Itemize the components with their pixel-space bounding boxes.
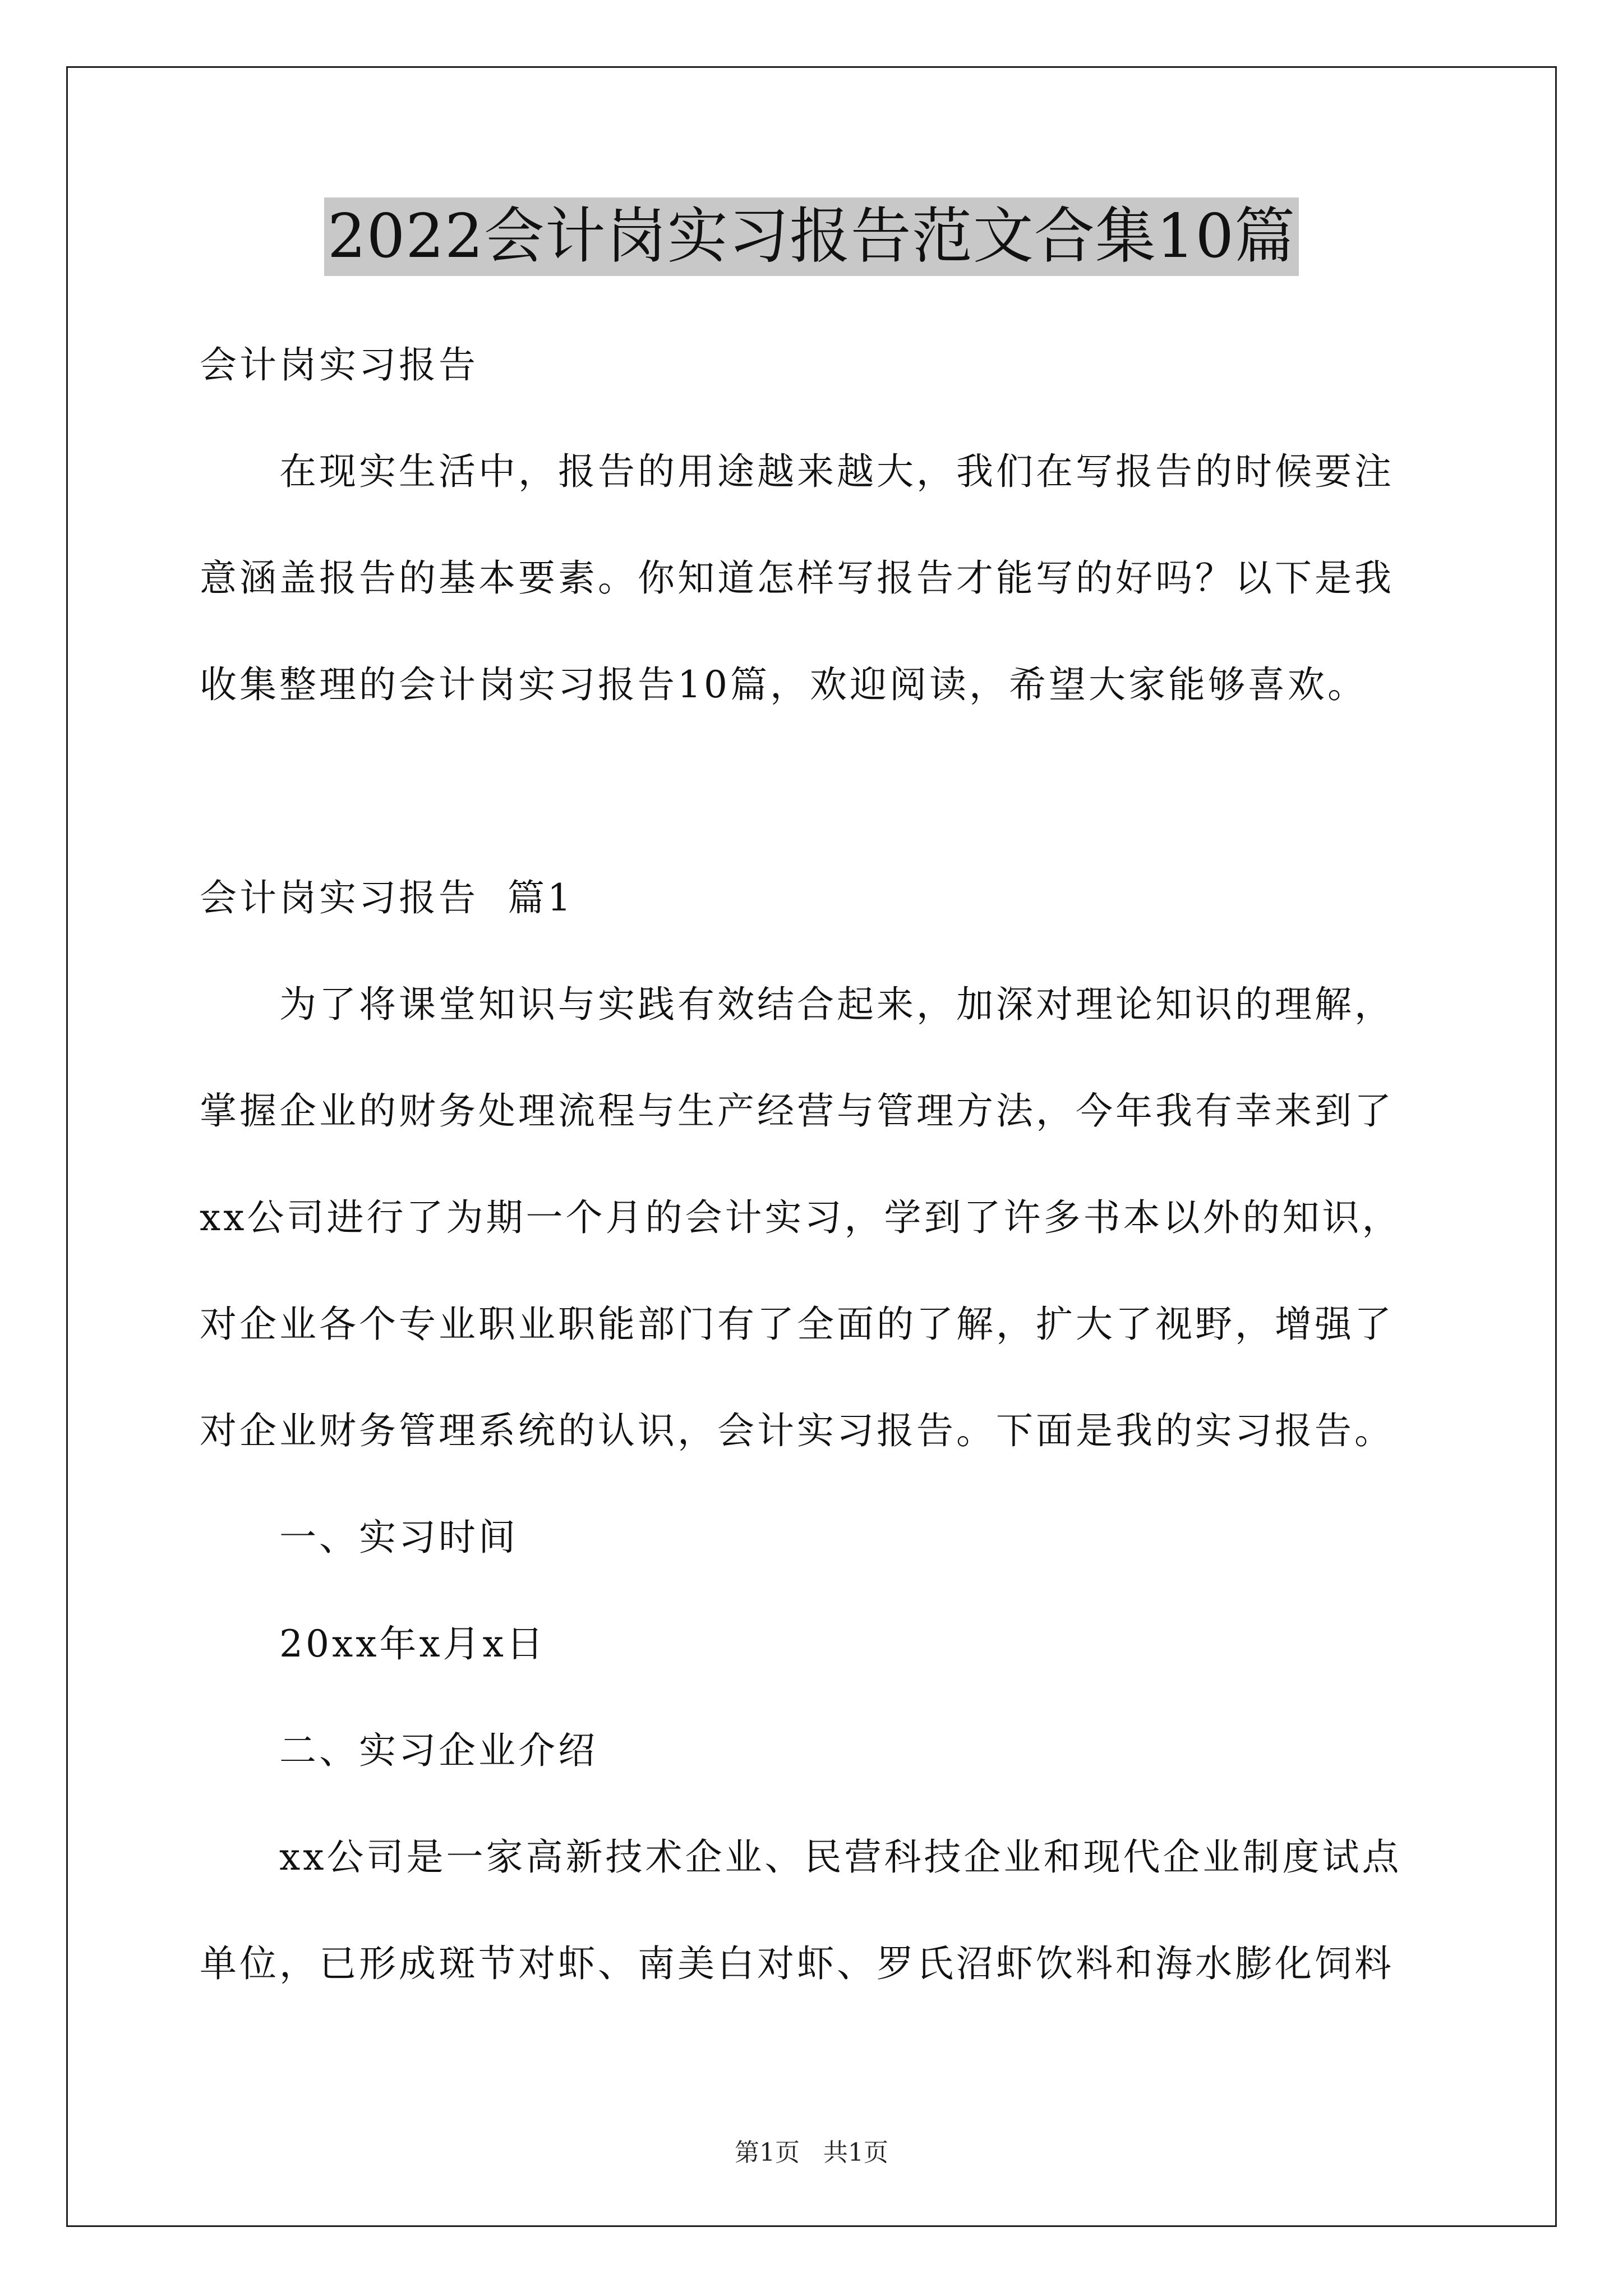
- item-1-heading: 一、实习时间: [279, 1516, 518, 1559]
- page-footer: 第1页 共1页: [735, 2138, 888, 2167]
- intro-line-2: 意涵盖报告的基本要素。你知道怎样写报告才能写的好吗？以下是我: [200, 556, 1394, 600]
- section-heading: 会计岗实习报告: [200, 343, 478, 386]
- paragraph-2-line-1: xx公司是一家高新技术企业、民营科技企业和现代企业制度试点: [279, 1835, 1402, 1879]
- chapter-heading: 会计岗实习报告 篇1: [200, 876, 574, 919]
- item-1-value: 20xx年x月x日: [279, 1622, 546, 1665]
- document-title: 2022会计岗实习报告范文合集10篇: [324, 197, 1299, 276]
- paragraph-1-line-5: 对企业财务管理系统的认识，会计实习报告。下面是我的实习报告。: [200, 1409, 1394, 1452]
- title-wrap: [0, 197, 1623, 276]
- paragraph-1-line-4: 对企业各个专业职业职能部门有了全面的了解，扩大了视野，增强了: [200, 1303, 1394, 1346]
- paragraph-1-line-1: 为了将课堂知识与实践有效结合起来，加深对理论知识的理解，: [279, 983, 1394, 1026]
- paragraph-1-line-2: 掌握企业的财务处理流程与生产经营与管理方法，今年我有幸来到了: [200, 1089, 1394, 1133]
- item-2-heading: 二、实习企业介绍: [279, 1729, 598, 1772]
- document-body: [200, 312, 1450, 2017]
- spacer: [200, 738, 1450, 845]
- intro-line-3: 收集整理的会计岗实习报告10篇，欢迎阅读，希望大家能够喜欢。: [200, 663, 1367, 706]
- paragraph-2-line-2: 单位，已形成斑节对虾、南美白对虾、罗氏沼虾饮料和海水膨化饲料: [200, 1942, 1394, 1985]
- paragraph-1-line-3: xx公司进行了为期一个月的会计实习，学到了许多书本以外的知识，: [200, 1196, 1402, 1239]
- intro-line-1: 在现实生活中，报告的用途越来越大，我们在写报告的时候要注: [279, 450, 1394, 493]
